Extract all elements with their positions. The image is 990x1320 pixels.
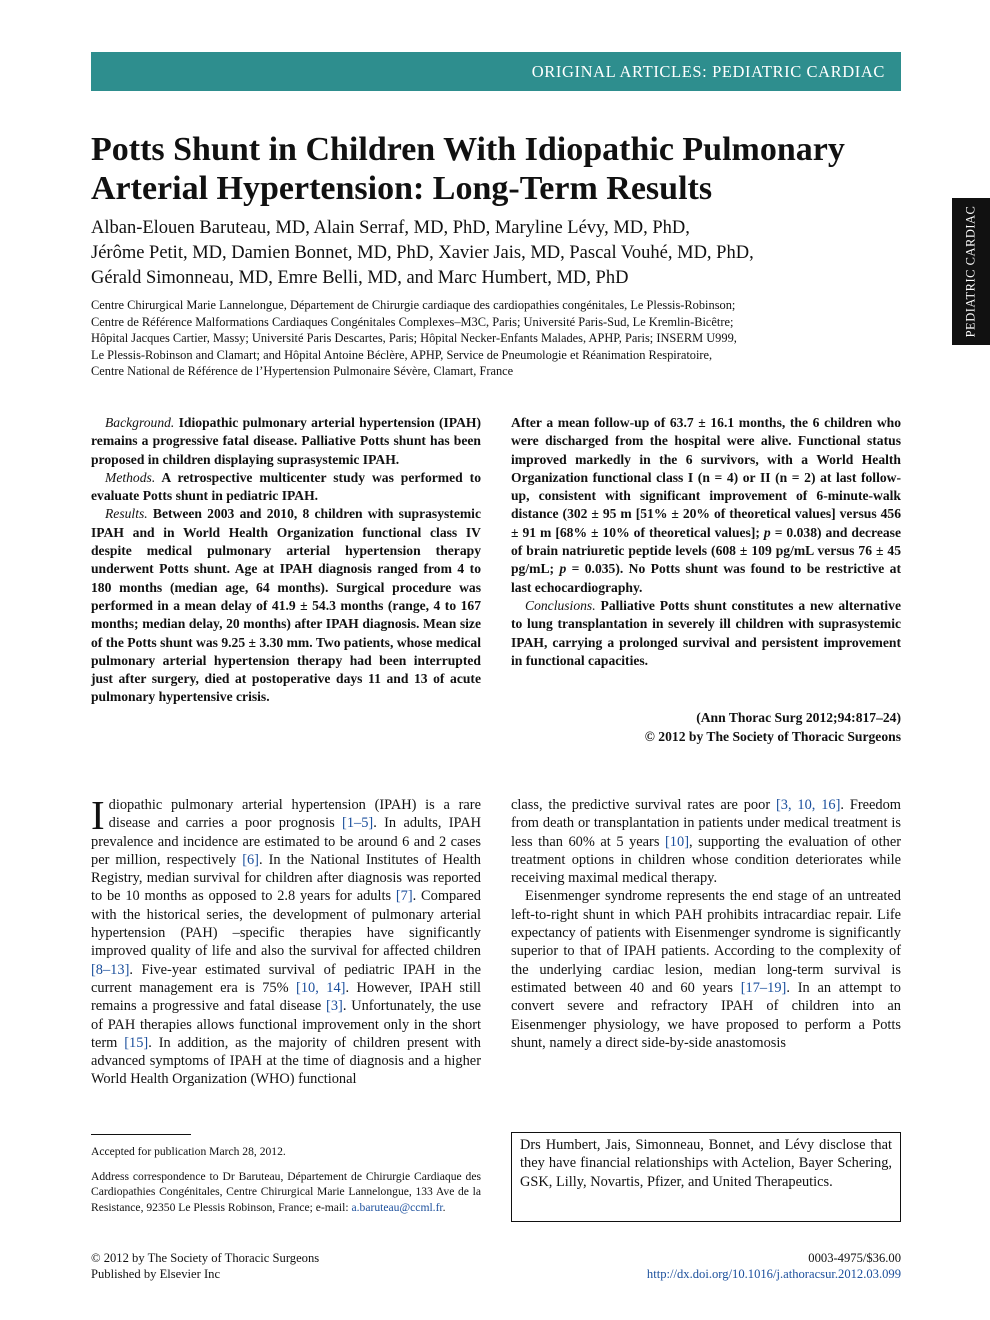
body-right-column [511, 796, 901, 1052]
reference-link[interactable]: [1–5] [342, 815, 374, 832]
reference-link[interactable]: 16] [821, 797, 841, 813]
affiliation-line: Centre Chirurgical Marie Lannelongue, Département de Chirurgie cardiaque des cardiopathies congénitales, Le Plessis-Robinson; [91, 298, 736, 312]
affiliation-line: Centre National de Référence de l’Hypertension Pulmonaire Sévère, Clamart, France [91, 364, 514, 378]
reference-link[interactable]: [8–13] [91, 961, 130, 978]
abstract-label: Background. [105, 415, 175, 430]
section-banner-label: ORIGINAL ARTICLES: PEDIATRIC CARDIAC [531, 61, 885, 81]
reference-link[interactable]: [15] [124, 1034, 149, 1051]
abstract-methods: Methods. A retrospective multicenter study was performed to evaluate Potts shunt in pediatric IPAH. [91, 469, 481, 504]
abstract-label: Conclusions. [525, 597, 596, 613]
author-line: Alban-Elouen Baruteau, MD, Alain Serraf, MD, PhD, Maryline Lévy, MD, PhD, [91, 218, 690, 238]
reference-link[interactable]: [3] [326, 998, 343, 1015]
abstract-background: Background. Idiopathic pulmonary arterial hypertension (IPAH) remains a progressive fatal disease. Palliative Potts shunt has been proposed in children displaying suprasystemic IPAH. [91, 415, 482, 467]
p-value-symbol: p [559, 561, 567, 577]
abstract-right-column [511, 414, 901, 670]
reference-link[interactable]: [10] [665, 833, 689, 850]
author-line: Gérald Simonneau, MD, Emre Belli, MD, and Marc Humbert, MD, PhD [91, 268, 629, 288]
side-section-tab-label: PEDIATRIC CARDIAC [963, 205, 978, 338]
body-paragraph: Eisenmenger syndrome represents the end stage of an untreated left-to-right shunt in which PAH prohibits intracardiac repair. Life expectancy of patients with Eisenmenger syndrome is significantly superior to that of IPAH patients. According to the complexity of the underlying cardiac lesion, median long-term survival is estimated between 40 and 60 years [17–19]. In an attempt to convert severe and refractory IPAH of children into an Eisenmenger physiology, we have proposed to perform a Potts shunt, namely a direct side-by-side anastomosis [511, 888, 901, 1051]
author-list [91, 216, 911, 291]
reference-link[interactable]: [3, [775, 797, 792, 813]
email-link[interactable]: a.baruteau@ccml.fr [351, 1200, 443, 1214]
abstract-results: Results. Between 2003 and 2010, 8 children with suprasystemic IPAH and in World Health Organization functional class IV despite medical pulmonary arterial hypertension therapy underwent Potts shunt. Age at IPAH diagnosis ranged from 4 to 180 months (median age, 64 months). Surgical procedure was performed in a mean delay of 41.9 ± 54.3 months (range, 4 to 167 months; median delay, 20 months) after IPAH diagnosis. Mean size of the Potts shunt was 9.25 ± 3.30 mm. Two patients, whose medical pulmonary arterial hypertension therapy had been interrupted just after surgery, died at postoperative days 11 and 13 of acute pulmonary hypertensive crisis. [91, 506, 481, 705]
affiliations [91, 297, 911, 380]
affiliation-line: Centre de Référence Malformations Cardiaques Congénitales Complexes–M3C, Paris; Université Paris-Sud, Le Kremlin-Bicêtre; [91, 314, 734, 329]
body-paragraph: Idiopathic pulmonary arterial hypertension (IPAH) is a rare disease and carries a poor prognosis [1–5]. In adults, IPAH prevalence and incidence are estimated to be around 6 and 2 cases per million, respectively [6]. In the National Institutes of Health Registry, median survival for children after diagnosis was reported to be 10 months as opposed to 2.8 years for adults [7]. Compared with the historical series, the development of pulmonary arterial hypertension (PAH) –specific therapies have significantly improved quality of life and also the survival for affected children [8–13]. Five-year estimated survival of pediatric IPAH in the current management era is 75% [10, 14]. However, IPAH still remains a progressive and fatal disease [3]. Unfortunately, the use of PAH therapies allows functional improvement only in the short term [15]. In addition, as the majority of children present with advanced symptoms of IPAH at the time of diagnosis and a higher World Health Organization (WHO) functional [91, 792, 482, 1088]
footer-right [551, 1251, 901, 1282]
reference-link[interactable]: [7] [395, 888, 413, 905]
reference-link[interactable]: [10, 14] [296, 979, 346, 996]
reference-link[interactable]: [17–19] [740, 979, 787, 996]
footer-issn: 0003-4975/$36.00 [808, 1251, 901, 1265]
abstract-copyright: © 2012 by The Society of Thoracic Surgeons [644, 728, 901, 744]
body-left-column [91, 792, 482, 1089]
footer-left [91, 1251, 491, 1282]
affiliation-line: Hôpital Jacques Cartier, Massy; Université Paris Descartes, Paris; Hôpital Necker-Enfants Malades, APHP, Paris; INSERM U999, [91, 331, 737, 345]
disclosure-text: Drs Humbert, Jais, Simonneau, Bonnet, and Lévy disclose that they have financial relationships with Actelion, Bayer Schering, GSK, Lilly, Novartis, Pfizer, and United Therapeutics. [520, 1137, 892, 1190]
affiliation-line: Le Plessis-Robinson and Clamart; and Hôpital Antoine Béclère, APHP, Service de Pneumologie et Réanimation Respiratoire, [91, 347, 713, 362]
accepted-date: Accepted for publication March 28, 2012. [91, 1145, 286, 1158]
section-banner [91, 52, 901, 91]
abstract-left-column [91, 414, 481, 707]
article-title: Potts Shunt in Children With Idiopathic Pulmonary Arterial Hypertension: Long-Term Results [91, 131, 845, 207]
footer-copyright: © 2012 by The Society of Thoracic Surgeons [91, 1251, 320, 1265]
abstract-label: Results. [105, 506, 148, 522]
side-section-tab [952, 198, 990, 345]
doi-link[interactable]: http://dx.doi.org/10.1016/j.athoracsur.2012.03.099 [646, 1266, 901, 1281]
drop-cap: I [91, 792, 105, 838]
correspondence-address: Address correspondence to Dr Baruteau, Département de Chirurgie Cardiaque des Cardiopathies Congénitales, Centre Chirurgical Marie Lannelongue, 133 Ave de la Resistance, 92350 Le Plessis Robinson, France; e-mail: a.baruteau@ccml.fr. [91, 1169, 481, 1214]
abstract-label: Methods. [105, 469, 156, 485]
reference-link[interactable]: 10, [797, 797, 816, 813]
p-value-symbol: p [763, 524, 771, 540]
footnotes [91, 1144, 481, 1224]
body-paragraph: class, the predictive survival rates are poor [3, 10, 16]. Freedom from death or transplantation in patients under medical treatment is less than 60% at 5 years [10], supporting the evaluation of other treatment options in children whose condition deteriorates while receiving maximal medical therapy. [511, 797, 901, 887]
abstract-conclusions: Conclusions. Palliative Potts shunt constitutes a new alternative to lung transplantation in severely ill children with suprasystemic IPAH, carrying a prolonged survival and persistent improvement in functional capacities. [511, 597, 902, 668]
reference-link[interactable]: [6] [242, 851, 259, 868]
footnote-divider [91, 1134, 191, 1135]
abstract-results-continued: After a mean follow-up of 63.7 ± 16.1 months, the 6 children who were discharged from the hospital were alive. Functional status improved markedly in the 6 survivors, with a World Health Organization functional class I (n = 4) or II (n = 2) at last follow-up, consistent with significant improvement of 6-minute-walk distance (302 ± 95 m [51% ± 20% of theoretical values] versus 456 ± 91 m [68% ± 10% of theoretical values]; p = 0.038) and decrease of brain natriuretic peptide levels (608 ± 109 pg/mL versus 76 ± 45 pg/mL; p = 0.035). No Potts shunt was found to be restrictive at last echocardiography. [511, 415, 902, 595]
journal-citation: (Ann Thorac Surg 2012;94:817–24) [696, 710, 901, 725]
disclosure-box [511, 1132, 901, 1222]
footer-publisher: Published by Elsevier Inc [91, 1266, 221, 1281]
citation-block [511, 709, 901, 746]
author-line: Jérôme Petit, MD, Damien Bonnet, MD, PhD, Xavier Jais, MD, Pascal Vouhé, MD, PhD, [91, 243, 754, 263]
